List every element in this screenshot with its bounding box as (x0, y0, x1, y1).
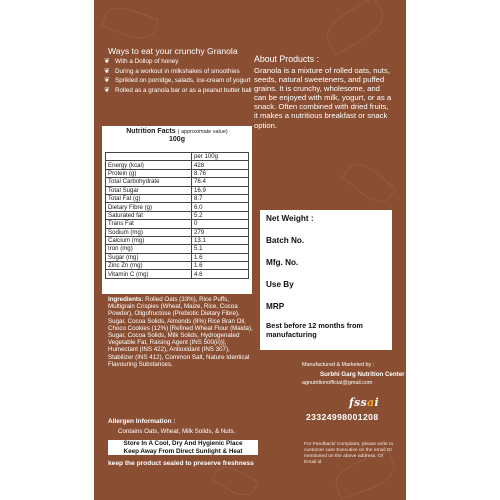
about-title: About Products : (254, 54, 320, 64)
table-row: Iron (mg) 5.1 (106, 245, 249, 253)
net-weight-label: Net Weight : (266, 214, 314, 223)
leaf-decoration (341, 157, 396, 209)
about-text: Granola is a mixture of rolled oats, nuts, seeds, natural sweeteners, and puffed grains. It is crunchy, wholesome, and can be enjoyed with milk, yogurt, or as a snack. Often combined with dried fruits, it makes a nutritious breakfast or snack option. (254, 66, 392, 130)
ways-title: Ways to eat your crunchy Granola (108, 46, 238, 56)
table-row: Calcium (mg) 13.1 (106, 236, 249, 244)
keep-sealed-text: keep the product sealed to preserve freshness (108, 460, 254, 467)
storage-box (108, 440, 258, 455)
nutrition-facts-box (102, 126, 252, 294)
list-item: ❦ With a Dollop of honey (104, 58, 179, 65)
fssai-license-number: 23324998001208 (306, 412, 379, 422)
table-row: Dietary Fibre (g) 6.0 (106, 203, 249, 211)
table-row (106, 153, 249, 161)
table-row: Saturated fat 5.2 (106, 211, 249, 219)
list-item: ❦ During a workout in milkshakes of smoothies (104, 67, 240, 75)
batch-no-label: Batch No. (266, 236, 305, 245)
manufacturer-email: agnutritionofficial@gmail.com (302, 380, 373, 386)
label-panel (94, 0, 406, 500)
ingredients-label: Ingredients: (108, 296, 144, 303)
leaf-decoration (320, 0, 390, 55)
list-item: ❦ Sprikled on porridge, salads, ice-cream of yogurt (104, 77, 251, 84)
nutrition-serving: 100g (169, 136, 185, 143)
leaf-bullet-icon: ❦ (104, 58, 110, 65)
batch-info-box (260, 210, 392, 350)
storage-line-1: Store In A Cool, Dry And Hygienic Place (123, 440, 243, 447)
nutrition-table (105, 152, 249, 279)
table-row: Vitamin C (mg) 4.6 (106, 270, 249, 278)
table-row: Sugar (mg) 1.6 (106, 253, 249, 261)
allergen-title: Allergen Information : (108, 418, 176, 425)
leaf-bullet-icon: ❦ (104, 67, 110, 75)
table-row: Energy (kcal) 428 (106, 161, 249, 169)
nutrition-header-col: per 100g (192, 153, 249, 161)
table-row: Total Fat (g) 8.7 (106, 194, 249, 202)
mfg-no-label: Mfg. No. (266, 258, 299, 267)
best-before-text: Best before 12 months from manufacturing (266, 321, 363, 339)
feedback-text: For Feedback/ Complaint, please write to customer care Executive on the email ID mentioned on the above address. Or Email id (304, 442, 394, 466)
leaf-bullet-icon: ❦ (104, 77, 110, 84)
mrp-label: MRP (266, 302, 285, 311)
ingredients-text: Ingredients: Rolled Oats (33%), Rice Puffs, Multigrain Crispies (Wheat, Maize, Rice, Cocoa Powder), Oligofructose (Prebiotic Dietary Fibre), Sugar, Cocoa Solids, Almonds (8%) Rice Bran Oil, Choco Cookies (12%) [Refined Wheat Flour (Maida), Sugar, Cocoa Solids, Milk Solids, Hydrogenated Vegetable Fat, Raising Agent (INS 500(ii))], Humectant (INS 422), Antioxidant (INS 307), Stabilizer (INS 412), Common Salt, Nature Identical Flavouring Substances. (108, 296, 253, 368)
nutrition-title: Nutrition Facts ( approximate value) (126, 128, 228, 135)
table-row: Trans Fat 0 (106, 220, 249, 228)
use-by-label: Use By (266, 280, 294, 289)
fssai-logo: fssai (349, 396, 379, 409)
table-row: Sodium (mg) 279 (106, 228, 249, 236)
table-row: Zinc Zn (mg) 1.6 (106, 262, 249, 270)
ways-list (104, 58, 254, 96)
leaf-decoration (101, 2, 159, 44)
manufacturer-title: Manufactured & Marketed by : (302, 362, 375, 368)
table-row: Total Carbohydrate 76.4 (106, 178, 249, 186)
leaf-bullet-icon: ❦ (104, 86, 110, 94)
storage-line-2: Keep Away From Direct Sunlight & Heat (123, 447, 243, 455)
table-row: Protein (g) 8.76 (106, 169, 249, 177)
manufacturer-name: Surbhi Garg Nutrition Center (320, 371, 405, 378)
table-row: Total Sugar 16.9 (106, 186, 249, 194)
list-item: ❦ Rolled as a granola bar or as a peanut butter ball (104, 86, 252, 94)
allergen-text: Contains Oats, Wheat, Milk Solids, & Nuts. (118, 428, 236, 435)
